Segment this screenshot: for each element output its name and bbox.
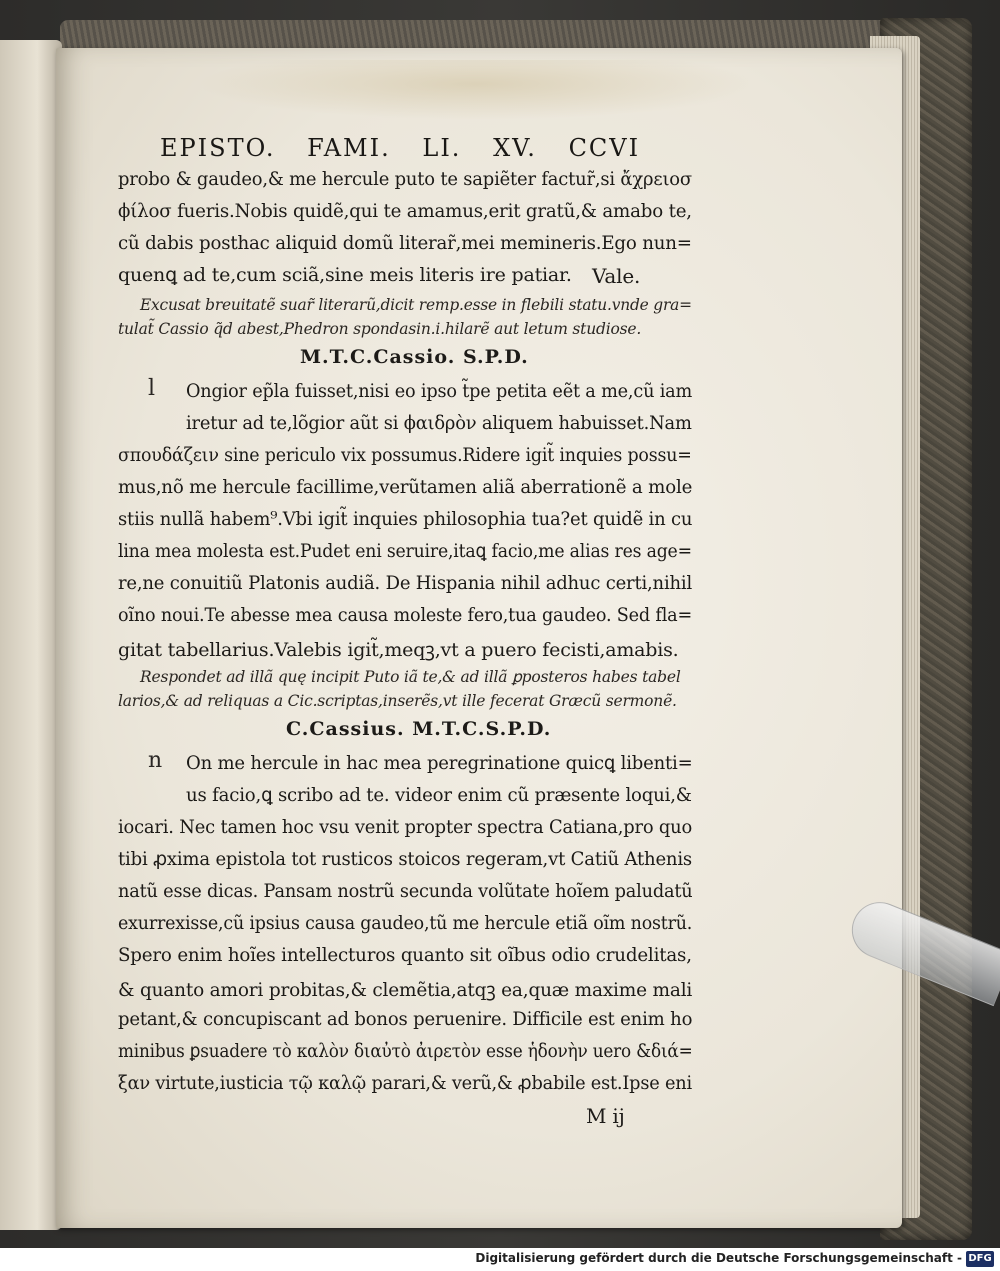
argument-line: tulat̃ Cassio q̃d abest,Phedron spondasin.i.hilarẽ aut letum studiose.: [118, 320, 642, 338]
header-label: LI.: [422, 134, 462, 162]
footer-bar: [0, 1248, 1000, 1271]
header-number: XV.: [493, 134, 537, 162]
text-line: exurrexisse,cũ ipsius causa gaudeo,tũ me hercule etiã oĩm nostrũ.: [118, 912, 693, 934]
text-line: probo & gaudeo,& me hercule puto te sapiẽter factur̃,si ἄχρειοσ: [118, 168, 692, 190]
initial-letter: n: [148, 748, 163, 773]
signature-mark: M ij: [586, 1104, 625, 1128]
vale-closing: Vale.: [592, 264, 641, 288]
text-line: ϕίλοσ fueris.Nobis quidẽ,qui te amamus,erit gratũ,& amabo te,: [118, 200, 692, 222]
folio-number: CCVI: [568, 134, 641, 162]
text-line: Spero enim hoĩes intellecturos quanto sit oĩbus odio crudelitas,: [118, 944, 692, 966]
text-line: ξαν virtute,iusticia τῷ καλῷ parari,& verũ,& ꝓbabile est.Ipse eni: [118, 1072, 692, 1094]
text-line: σπουδάζειν sine periculo vix possumus.Ridere igit̃ inquies possu=: [118, 444, 692, 466]
text-line: On me hercule in hac mea peregrinatione quicꝗ libenti=: [186, 752, 693, 774]
dfg-logo-icon: DFG: [966, 1251, 994, 1267]
text-line: stiis nullã habem⁹.Vbi igit̃ inquies philosophia tua?et quidẽ in cu: [118, 508, 693, 530]
text-line: & quanto amori probitas,& clemẽtia,atqꝫ ea,quæ maxime mali: [118, 979, 693, 1001]
text-line: oĩno noui.Te abesse mea causa moleste fero,tua gaudeo. Sed fla=: [118, 604, 693, 626]
text-line: minibus ꝑsuadere τὸ καλὸν διαὐτὸ ἀιρετὸν esse ἡδονὴν uero &διά=: [118, 1040, 693, 1062]
header-part: FAMI.: [307, 134, 391, 162]
text-line: quenꝗ ad te,cum sciã,sine meis literis ire patiar.: [118, 264, 572, 286]
argument-line: Excusat breuitatẽ suar̃ literarũ,dicit remp.esse in flebili statu.vnde gra=: [140, 296, 692, 314]
initial-letter: l: [148, 376, 156, 401]
text-line: iocari. Nec tamen hoc vsu venit propter spectra Catiana,pro quo: [118, 816, 693, 838]
text-line: natũ esse dicas. Pansam nostrũ secunda volũtate hoĩem paludatũ: [118, 880, 693, 902]
letter-title: M.T.C.Cassio. S.P.D.: [300, 346, 529, 368]
argument-line: Respondet ad illã quę incipit Puto iã te,& ad illã ꝑposteros habes tabel: [140, 668, 681, 686]
text-line: tibi ꝓxima epistola tot rusticos stoicos regeram,vt Catiũ Athenis: [118, 848, 692, 870]
argument-line: larios,& ad reliquas a Cic.scriptas,inserẽs,vt ille fecerat Græcũ sermonẽ.: [118, 692, 677, 710]
text-line: cũ dabis posthac aliquid domũ literar̃,mei memineris.Ego nun=: [118, 232, 692, 254]
water-stain: [196, 60, 756, 120]
text-line: iretur ad te,lõgior aũt si ϕαιδρὸν aliquem habuisset.Nam: [186, 412, 692, 434]
text-line: petant,& concupiscant ad bonos peruenire. Difficile est enim ho: [118, 1008, 693, 1030]
facing-page-edge: [0, 40, 62, 1230]
running-header: [160, 134, 662, 162]
text-line: gitat tabellarius.Valebis igit̃,meqꝫ,vt a puero fecisti,amabis.: [118, 639, 679, 661]
text-line: mus,nõ me hercule facillime,verũtamen aliã aberrationẽ a mole: [118, 476, 693, 498]
text-line: Ongior ep̃la fuisset,nisi eo ipso t̃pe petita eẽt a me,cũ iam: [186, 380, 693, 402]
text-line: us facio,ꝗ scribo ad te. videor enim cũ præsente loqui,&: [186, 784, 692, 806]
funding-credit: Digitalisierung gefördert durch die Deutsche Forschungsgemeinschaft -: [475, 1251, 962, 1265]
text-line: re,ne conuitiũ Platonis audiã. De Hispania nihil adhuc certi,nihil: [118, 572, 693, 594]
text-line: lina mea molesta est.Pudet eni seruire,itaꝗ facio,me alias res age=: [118, 540, 692, 562]
header-book: EPISTO.: [160, 134, 276, 162]
letter-title: C.Cassius. M.T.C.S.P.D.: [286, 718, 552, 740]
